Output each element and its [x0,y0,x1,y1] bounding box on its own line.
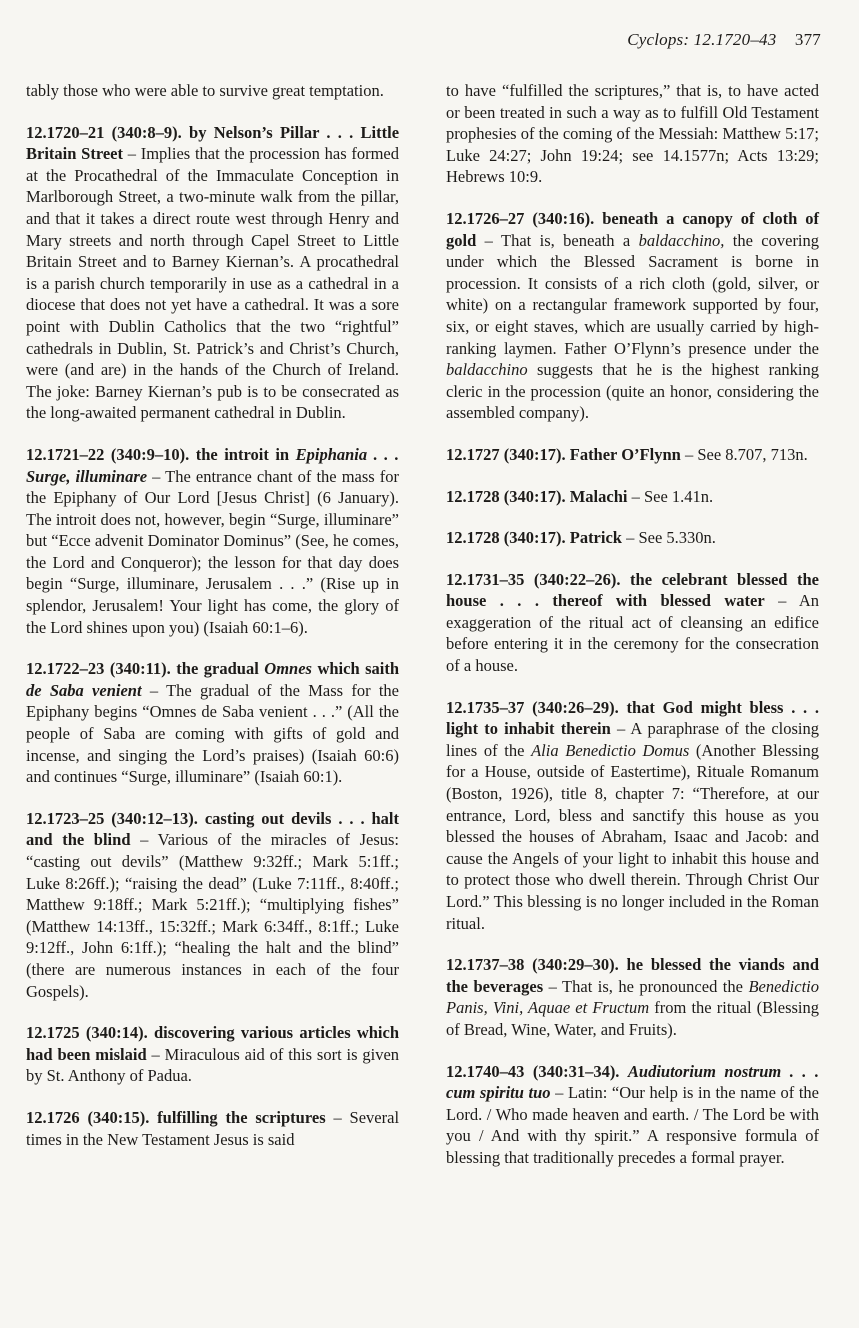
entry-lemma: Malachi [569,486,628,506]
running-header [627,30,821,50]
entry-gloss: suggests that he is the highest ranking cleric in the procession (quite an honor, considering the assembled company). [446,360,819,423]
entry-reference: 12.1728 (340:17). [446,486,566,506]
right-column [446,80,819,1189]
entry-reference: 12.1740–43 (340:31–34). [446,1061,620,1081]
entry-gloss-italic: Benedictio Panis, Vini, Aquae et Fructum [446,976,820,1018]
annotation-entry [446,527,819,549]
entry-reference: 12.1722–23 (340:11). [26,659,171,679]
entry-gloss: – Miraculous aid of this sort is given by St. Anthony of Padua. [26,1044,400,1086]
entry-lemma: Patrick [569,528,622,548]
entry-gloss: – That is, he pronounced the [548,976,743,996]
entry-gloss-italic: Alia Benedictio Domus [531,740,690,760]
entry-gloss: (Another Blessing for a House, outside of Eastertime), Rituale Romanum (Boston, 1926), title 8, chapter 7: “Therefore, at our entrance, Lord, bless and sanctify this house as you blessed the houses of Abraham, Isaac and Jacob: and cause the Angels of your light to inhabit this house and to protect those who dwell therein. Through Christ Our Lord.” This blessing is no longer included in the Roman ritual. [446,740,819,933]
entry-gloss-italic: baldacchino, [638,230,725,250]
entry-lemma: discovering various articles which had been mislaid [26,1023,400,1064]
entry-reference: 12.1725 (340:14). [26,1023,148,1043]
entry-reference: 12.1737–38 (340:29–30). [446,955,619,975]
entry-reference: 12.1720–21 (340:8–9). [26,122,182,142]
entry-lemma: fulfilling the scriptures [157,1107,326,1127]
entry-lemma-italic: Epiphania . . . Surge, illuminare [26,444,400,486]
annotation-entry [26,1022,399,1087]
entry-lemma: the celebrant blessed the house . . . thereof with blessed water [446,569,820,611]
entry-reference: 12.1726–27 (340:16). [446,208,595,228]
entry-gloss: from the ritual (Blessing of Bread, Wine, Water, and Fruits). [446,998,820,1039]
annotation-entry [446,1061,819,1169]
page-number: 377 [794,30,821,49]
left-column [26,80,399,1170]
entry-lemma: casting out devils . . . halt and the blind [26,808,399,850]
annotation-entry [26,122,399,424]
annotation-entry [26,658,399,788]
entry-gloss: – The entrance chant of the mass for the Epiphany of Our Lord [Jesus Christ] (6 January). The introit does not, however, begin “Surge, illuminare” but “Ecce advenit Dominator Dominus” (See, he comes, the Lord and Conqueror); the lesson for that day does begin “Surge, illuminare, Jerusalem . . .” (Rise up in splendor, Jerusalem! Your light has come, the glory of the Lord shines upon you) (Isaiah 60:1–6). [26,466,400,637]
entry-gloss: – Implies that the procession has formed at the Procathedral of the Immaculate Conception in Marlborough Street, a two-minute walk from the pillar, and that it takes a direct route west through Henry and Mary streets and north through Capel Street to Little Britain Street and to Barney Kiernan’s. A procathedral is a parish church temporarily in use as a cathedral in a diocese that does not yet have a cathedral. It was a sore point with Dublin Catholics that the two “rightful” cathedrals in Dublin, St. Patrick’s and Christ’s Church, were (and are) in the hands of the Church of Ireland. The joke: Barney Kiernan’s pub is to be consecrated as the long-awaited permanent cathedral in Dublin. [26,144,399,423]
entry-reference: 12.1731–35 (340:22–26). [446,569,621,589]
entry-lemma: the gradual [176,659,259,679]
running-title: Cyclops: 12.1720–43 [627,30,777,49]
annotation-entry [446,486,819,508]
entry-reference: 12.1727 (340:17). [446,444,566,464]
entry-gloss: – See 8.707, 713n. [684,444,808,464]
entry-gloss: – An exaggeration of the ritual act of cleansing an edifice before entering it in the ceremony for the consecration of a house. [446,591,820,676]
entry-reference: 12.1721–22 (340:9–10). [26,444,190,464]
entry-lemma-italic: Audiutorium nostrum . . . cum spiritu tuo [446,1061,819,1103]
entry-gloss: – See 5.330n. [626,528,716,548]
entry-lemma: Father O’Flynn [569,444,681,464]
annotation-entry [446,954,819,1040]
entry-lemma: the introit in [195,444,290,464]
entry-gloss-italic: baldacchino [446,360,528,380]
entry-lemma-italic: Omnes [264,659,312,679]
annotation-entry [446,444,819,466]
annotation-entry [446,569,819,677]
entry-gloss: – Several times in the New Testament Jesus is said [26,1107,400,1149]
continuation-text: to have “fulfilled the scriptures,” that is, to have acted or been treated in such a way as to fulfill Old Testament prophesies of the coming of the Messiah: Matthew 5:17; Luke 24:27; John 19:24; see 14.1577n; Acts 13:29; Hebrews 10:9. [446,81,820,187]
annotation-entry [26,1107,399,1150]
entry-lemma: that God might bless . . . light to inhabit therein [446,697,820,739]
entry-gloss: – Latin: “Our help is in the name of the Lord. / Who made heaven and earth. / The Lord be with you / And with thy spirit.” A responsive formula of blessing that traditionally precedes a formal prayer. [446,1083,819,1167]
entry-reference: 12.1735–37 (340:26–29). [446,697,619,717]
entry-gloss: – Various of the miracles of Jesus: “casting out devils” (Matthew 9:32ff.; Mark 5:1ff.; Luke 8:26ff.); “raising the dead” (Luke 7:11ff., 8:40ff.; Matthew 9:18ff.; Mark 5:21ff.); “multiplying fishes” (Matthew 14:13ff., 15:32ff.; Mark 6:34ff., 8:1ff.; Luke 9:12ff., John 6:1ff.); “healing the halt and the blind” (there are numerous instances in each of the four Gospels). [26,830,400,1001]
annotation-entry [26,808,399,1002]
annotation-entry [26,444,399,638]
entry-gloss: – That is, beneath a [484,230,631,250]
entry-reference: 12.1723–25 (340:12–13). [26,808,198,828]
entry-reference: 12.1728 (340:17). [446,528,566,548]
entry-reference: 12.1726 (340:15). [26,1107,150,1127]
entry-gloss: the covering under which the Blessed Sacrament is borne in procession. It consists of a rich cloth (gold, silver, or white) on a rectangular framework supported by four, six, or eight staves, which are usually carried by high-ranking laymen. Father O’Flynn’s presence under the [446,230,820,358]
entry-gloss: – A paraphrase of the closing lines of the [446,719,819,760]
continuation-text: tably those who were able to survive great temptation. [26,81,384,100]
annotation-entry [446,208,819,424]
entry-gloss: – The gradual of the Mass for the Epiphany begins “Omnes de Saba venient . . .” (All the people of Saba are coming with gifts of gold and incense, and singing the Lord’s praises) (Isaiah 60:6) and continues “Surge, illuminare” (Isaiah 60:1). [26,680,400,787]
entry-lemma: beneath a canopy of cloth of gold [446,208,820,250]
entry-gloss: – See 1.41n. [631,486,714,506]
entry-lemma: by Nelson’s Pillar . . . Little Britain Street [26,122,400,164]
entry-lemma-italic: de Saba venient [26,680,142,700]
entry-lemma: which saith [317,659,400,679]
annotation-entry [446,697,819,935]
entry-lemma: he blessed the viands and the beverages [446,955,820,996]
